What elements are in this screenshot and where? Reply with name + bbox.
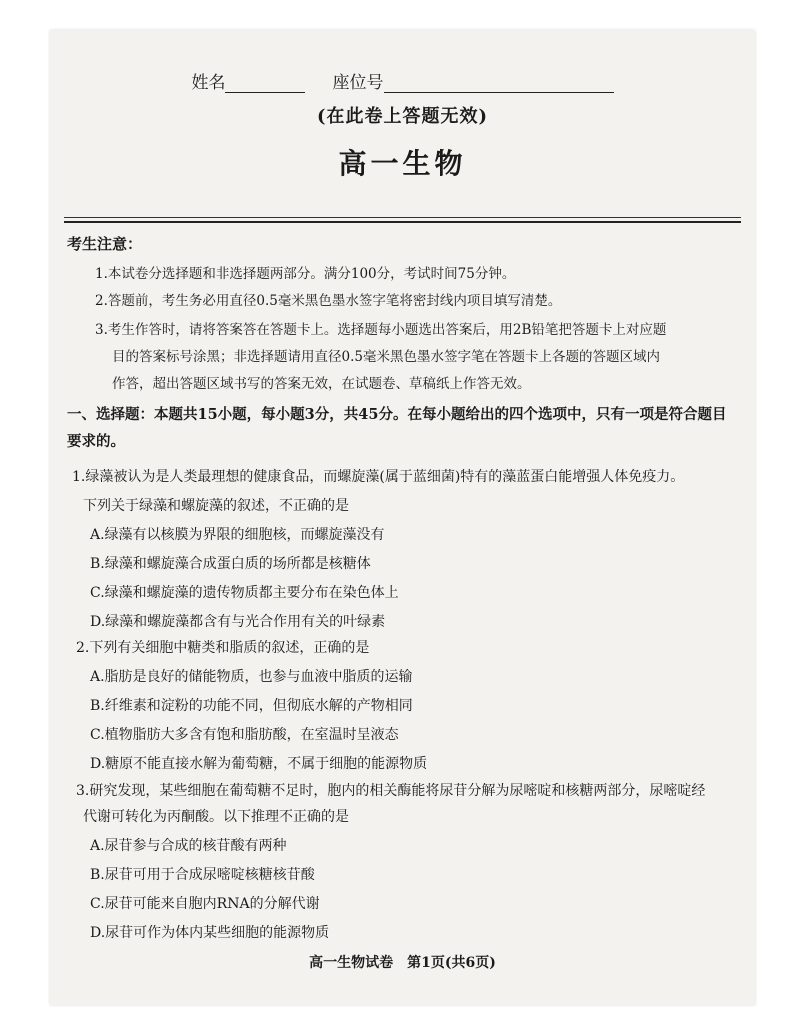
section-heading: 一、选择题：本题共15小题，每小题3分，共45分。在每小题给出的四个选项中，只有一项是符合题目 (67, 406, 727, 423)
question-option: B.尿苷可用于合成尿嘧啶核糖核苷酸 (90, 867, 315, 883)
question-option: C.绿藻和螺旋藻的遗传物质都主要分布在染色体上 (90, 585, 399, 601)
question-option: C.植物脂肪大多含有饱和脂肪酸，在室温时呈液态 (90, 727, 399, 743)
question-stem: 1.绿藻被认为是人类最理想的健康食品，而螺旋藻(属于蓝细菌)特有的藻蓝蛋白能增强人体免疫力。 (72, 469, 685, 485)
invalid-notice: (在此卷上答题无效) (316, 106, 489, 127)
header-divider-thick (64, 221, 741, 223)
question-option: D.绿藻和螺旋藻都含有与光合作用有关的叶绿素 (90, 614, 386, 630)
seat-blank (384, 74, 614, 93)
notice-item: 目的答案标号涂黑；非选择题请用直径0.5毫米黑色墨水签字笔在答题卡上各题的答题区域内 (112, 349, 660, 365)
section-heading-cont: 要求的。 (67, 433, 125, 450)
question-option: A.脂肪是良好的储能物质，也参与血液中脂质的运输 (90, 669, 413, 685)
notice-item: 3.考生作答时，请将答案答在答题卡上。选择题每小题选出答案后，用2B铅笔把答题卡上对应题 (95, 322, 667, 338)
notice-item: 作答，超出答题区域书写的答案无效，在试题卷、草稿纸上作答无效。 (112, 376, 531, 392)
question-stem: 2.下列有关细胞中糖类和脂质的叙述，正确的是 (76, 640, 370, 656)
question-option: A.绿藻有以核膜为界限的细胞核，而螺旋藻没有 (90, 527, 385, 543)
name-label: 姓名 (191, 73, 226, 93)
name-blank (225, 74, 305, 93)
exam-paper (50, 30, 755, 1005)
question-option: D.糖原不能直接水解为葡萄糖，不属于细胞的能源物质 (90, 756, 428, 772)
question-option: B.纤维素和淀粉的功能不同，但彻底水解的产物相同 (90, 698, 413, 714)
question-option: A.尿苷参与合成的核苷酸有两种 (90, 838, 287, 854)
header-divider-thin (64, 217, 741, 218)
notice-item: 2.答题前，考生务必用直径0.5毫米黑色墨水签字笔将密封线内项目填写清楚。 (95, 293, 562, 309)
question-stem: 3.研究发现，某些细胞在葡萄糖不足时，胞内的相关酶能将尿苷分解为尿嘧啶和核糖两部分，尿嘧啶经 (76, 783, 706, 799)
question-stem-cont: 下列关于绿藻和螺旋藻的叙述，不正确的是 (83, 498, 349, 514)
name-seat-row (50, 68, 755, 93)
question-stem-cont: 代谢可转化为丙酮酸。以下推理不正确的是 (83, 809, 349, 825)
notice-title: 考生注意： (67, 235, 143, 253)
question-option: D.尿苷可作为体内某些细胞的能源物质 (90, 925, 330, 941)
question-option: C.尿苷可能来自胞内RNA的分解代谢 (90, 896, 320, 912)
page-title: 高一生物 (338, 147, 467, 180)
question-option: B.绿藻和螺旋藻合成蛋白质的场所都是核糖体 (90, 556, 371, 572)
notice-item: 1.本试卷分选择题和非选择题两部分。满分100分，考试时间75分钟。 (95, 266, 516, 282)
page-footer: 高一生物试卷 第1页(共6页) (309, 955, 496, 971)
seat-label: 座位号 (332, 73, 384, 93)
